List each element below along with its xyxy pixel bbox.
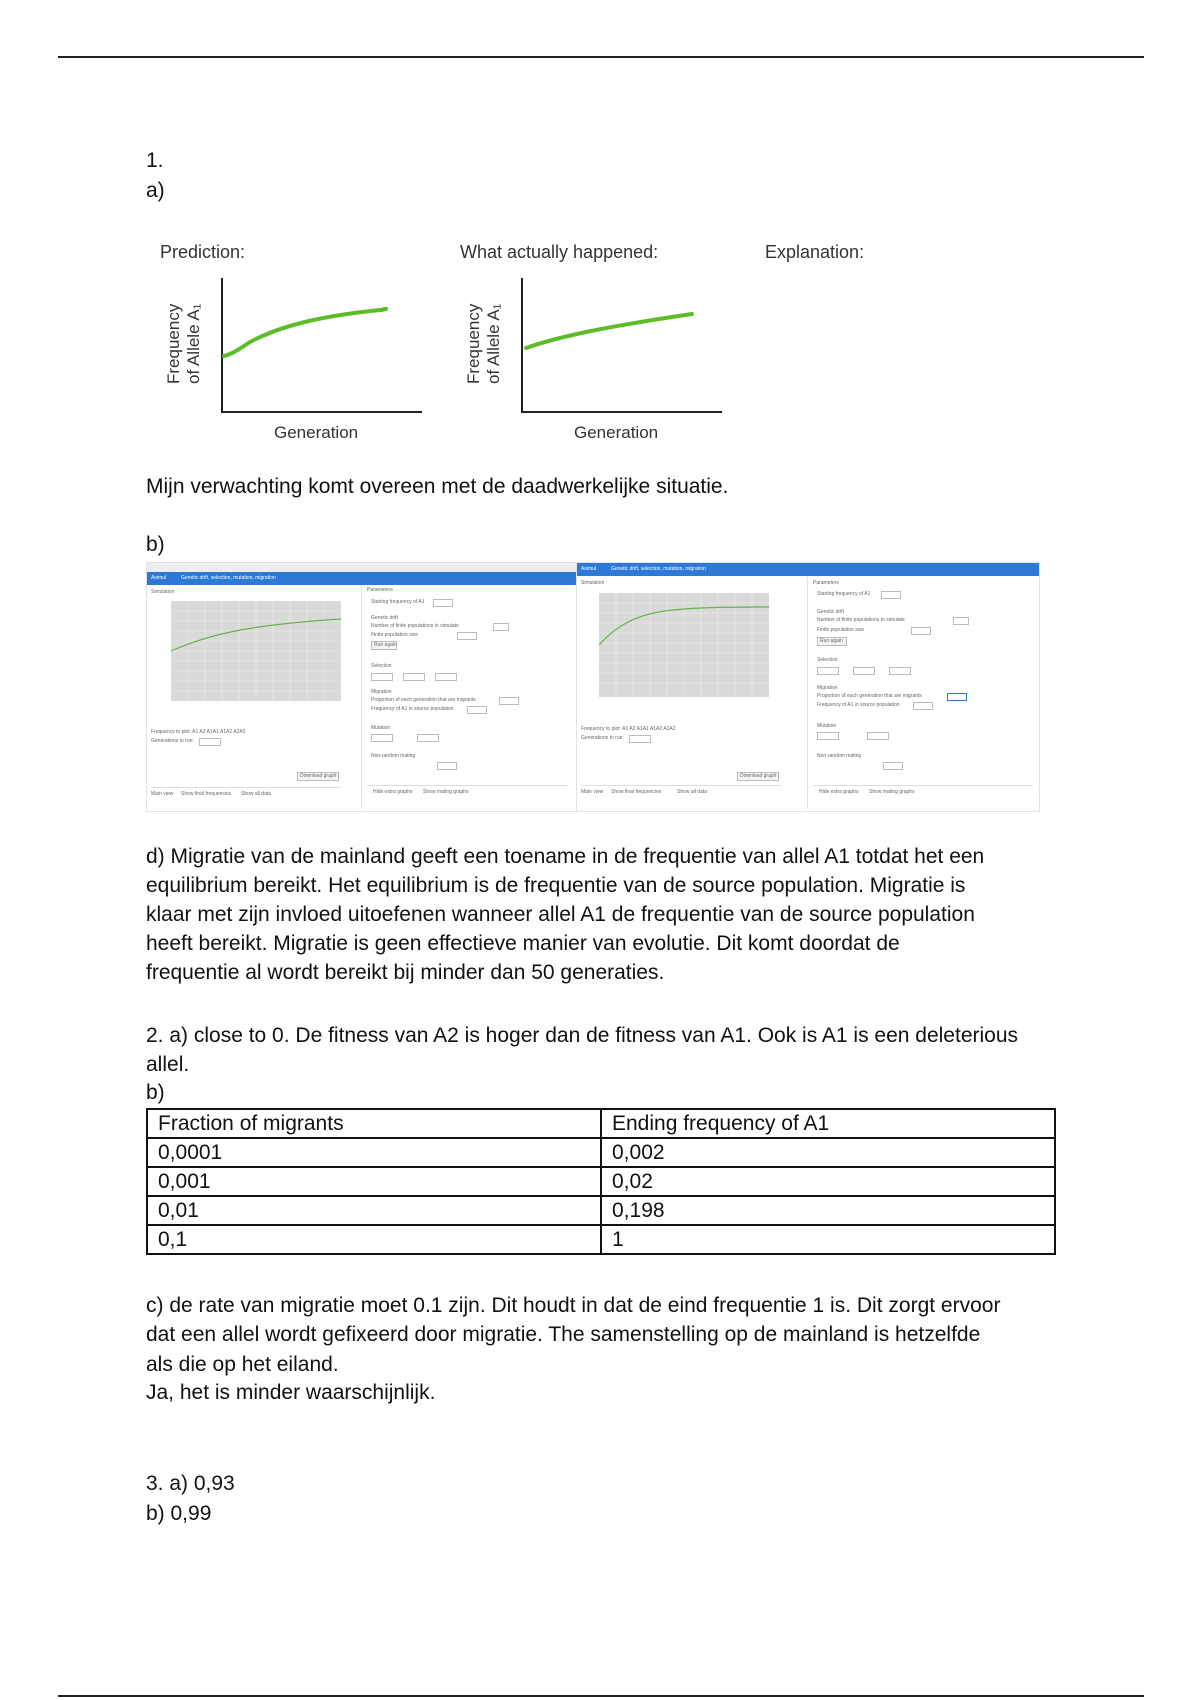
paragraph-line: klaar met zijn invloed uitoefenen wanneer allel A1 de frequentie van de source population [146,903,975,926]
table-cell: 0,0001 [147,1138,601,1167]
paragraph-line: allel. [146,1053,190,1076]
actual-title: What actually happened: [460,242,659,262]
mutation-a1-input[interactable] [817,732,839,740]
prediction-curve [224,309,386,356]
param-selection: Selection [817,657,838,663]
browser-chrome [147,563,577,572]
question-1-number: 1. [146,149,164,172]
actual-axes [522,278,722,412]
download-graph-button[interactable]: Download graph [297,772,339,781]
actual-y-label-1: Frequency [464,303,483,384]
app-header-bar [147,572,577,585]
question-1a-answer: Mijn verwachting komt overeen met de daadwerkelijke situatie. [146,475,729,498]
simulation-screenshot-1 [146,562,578,812]
fitness-a1a2-input[interactable] [403,673,425,681]
paragraph-line: d) Migratie van de mainland geeft een toename in de frequentie van allel A1 totdat het een [146,845,985,868]
actual-plot [500,270,730,420]
explanation-title: Explanation: [765,242,865,262]
paragraph-line: dat een allel wordt gefixeerd door migratie. The samenstelling op de mainland is hetzelfde [146,1323,981,1346]
simulation-label: Simulation [151,589,175,595]
migrant-proportion-input[interactable] [947,693,967,701]
prediction-x-label: Generation [274,423,359,442]
tab-hide-extra-graphs[interactable]: Hide extra graphs [373,789,413,795]
fitness-a2a2-input[interactable] [435,673,457,681]
app-header-text: Genetic drift, selection, mutation, migration [611,566,706,572]
actual-y-label-2: of Allele A₁ [484,303,503,384]
fitness-a1a1-input[interactable] [371,673,393,681]
param-migrant-proportion: Proportion of each generation that are migrants [817,693,922,699]
inbreeding-input[interactable] [437,762,457,770]
actual-x-label: Generation [574,423,659,442]
run-again-button[interactable]: Run again [371,641,397,650]
paragraph-line: c) de rate van migratie moet 0.1 zijn. Dit houdt in dat de eind frequentie 1 is. Dit zorgt ervoor [146,1294,1001,1317]
simulation-plot-2 [585,587,785,707]
table-row [147,1138,1055,1167]
table-cell: 0,002 [601,1138,1055,1167]
source-frequency-input[interactable] [467,706,487,714]
tab-final-frequencies[interactable]: Show final frequencies [181,791,232,797]
param-starting-frequency: Starting frequency of A1 [817,591,871,597]
param-mutation: Mutation [817,723,837,729]
mutation-a1-input[interactable] [371,734,393,742]
param-nonrandom-mating: Non-random mating [817,753,862,759]
tab-all-data[interactable]: Show all data [241,791,272,797]
run-again-button[interactable]: Run again [817,637,847,646]
prediction-plot [200,270,430,420]
param-starting-frequency-input[interactable] [881,591,901,599]
app-header-text: Genetic drift, selection, mutation, migration [181,575,276,581]
generations-label: Generations to run: [151,738,194,744]
right-tabs-separator [367,785,567,786]
table-row [147,1196,1055,1225]
generations-input[interactable] [199,738,221,746]
tab-show-mating-graphs[interactable]: Show mating graphs [423,789,469,795]
param-finite-populations-input[interactable] [953,617,969,625]
table-header-row [147,1109,1055,1138]
table-cell: 0,198 [601,1196,1055,1225]
param-population-size-input[interactable] [457,632,477,640]
param-nonrandom-mating: Non-random mating [371,753,416,759]
param-mutation: Mutation [371,725,391,731]
table-cell: 0,01 [147,1196,601,1225]
param-selection: Selection [371,663,392,669]
simulation-screenshot-2 [576,562,1040,812]
paragraph-line: Ja, het is minder waarschijnlijk. [146,1381,436,1404]
right-tabs-separator [813,785,1033,786]
paragraph-line: frequentie al wordt bereikt bij minder dan 50 generaties. [146,961,665,984]
question-3a-answer: 3. a) 0,93 [146,1472,235,1495]
tab-main-view[interactable]: Main view [151,791,174,797]
app-header-bar [577,563,1039,576]
table-header-cell: Fraction of migrants [147,1109,601,1138]
paragraph-line: equilibrium bereikt. Het equilibrium is de frequentie van de source population. Migratie is [146,874,966,897]
table-cell: 1 [601,1225,1055,1254]
generations-label: Generations to run: [581,735,624,741]
param-migrant-proportion: Proportion of each generation that are migrants [371,697,476,703]
tab-final-frequencies[interactable]: Show final frequencies [611,789,662,795]
migrant-proportion-input[interactable] [499,697,519,705]
generations-input[interactable] [629,735,651,743]
question-1b-label: b) [146,533,165,556]
tab-main-view[interactable]: Main view [581,789,604,795]
param-finite-populations: Number of finite populations to simulate [817,617,905,623]
question-3b-answer: b) 0,99 [146,1502,212,1525]
source-frequency-input[interactable] [913,702,933,710]
tab-hide-extra-graphs[interactable]: Hide extra graphs [819,789,859,795]
param-starting-frequency: Starting frequency of A1 [371,599,425,605]
download-graph-button[interactable]: Download graph [737,772,779,781]
top-rule [58,56,1144,58]
tab-all-data[interactable]: Show all data [677,789,708,795]
table-row [147,1225,1055,1254]
param-source-frequency: Frequency of A1 in source population [817,702,900,708]
tabs-separator [581,785,781,786]
param-starting-frequency-input[interactable] [433,599,453,607]
table-cell: 0,001 [147,1167,601,1196]
question-1a-label: a) [146,179,165,202]
app-title: Asimul [581,566,597,572]
table-cell: 0,1 [147,1225,601,1254]
simulation-plot-1 [157,595,357,715]
paragraph-line: als die op het eiland. [146,1353,339,1376]
fitness-a1a2-input[interactable] [853,667,875,675]
param-migration: Migration [371,689,392,695]
param-source-frequency: Frequency of A1 in source population [371,706,454,712]
actual-curve [526,314,692,348]
tabs-separator [151,787,341,788]
app-title: Asimul [151,575,167,581]
param-genetic-drift: Genetic drift [371,615,398,621]
migration-table [146,1108,1056,1255]
fitness-a2a2-input[interactable] [889,667,911,675]
fitness-a1a1-input[interactable] [817,667,839,675]
table-header-cell: Ending frequency of A1 [601,1109,1055,1138]
paragraph-line: heeft bereikt. Migratie is geen effectieve manier van evolutie. Dit komt doordat de [146,932,900,955]
panel-divider [807,577,808,809]
prediction-y-label-1: Frequency [164,303,183,384]
parameters-label: Parameters [813,580,839,586]
param-population-size-input[interactable] [911,627,931,635]
tab-show-mating-graphs[interactable]: Show mating graphs [869,789,915,795]
parameters-label: Parameters [367,587,393,593]
mutation-a2-input[interactable] [867,732,889,740]
param-population-size: Finite population size [817,627,864,633]
prediction-axes [222,278,422,412]
panel-divider [361,585,362,809]
param-population-size: Finite population size [371,632,418,638]
question-2b-label: b) [146,1081,165,1104]
param-migration: Migration [817,685,838,691]
frequency-to-plot[interactable]: Frequency to plot: A1 A2 A1A1 A1A2 A2A2 [581,726,676,732]
simulation-label: Simulation [581,580,605,586]
frequency-to-plot[interactable]: Frequency to plot: A1 A2 A1A1 A1A2 A2A2 [151,729,246,735]
table-row [147,1167,1055,1196]
param-finite-populations: Number of finite populations to simulate [371,623,459,629]
prediction-y-label-2: of Allele A₁ [184,303,203,384]
table-cell: 0,02 [601,1167,1055,1196]
param-finite-populations-input[interactable] [493,623,509,631]
mutation-a2-input[interactable] [417,734,439,742]
param-genetic-drift: Genetic drift [817,609,844,615]
inbreeding-input[interactable] [883,762,903,770]
paragraph-line: 2. a) close to 0. De fitness van A2 is hoger dan de fitness van A1. Ook is A1 is een deleterious [146,1024,1019,1047]
bottom-rule [58,1695,1144,1697]
prediction-title: Prediction: [160,242,246,262]
